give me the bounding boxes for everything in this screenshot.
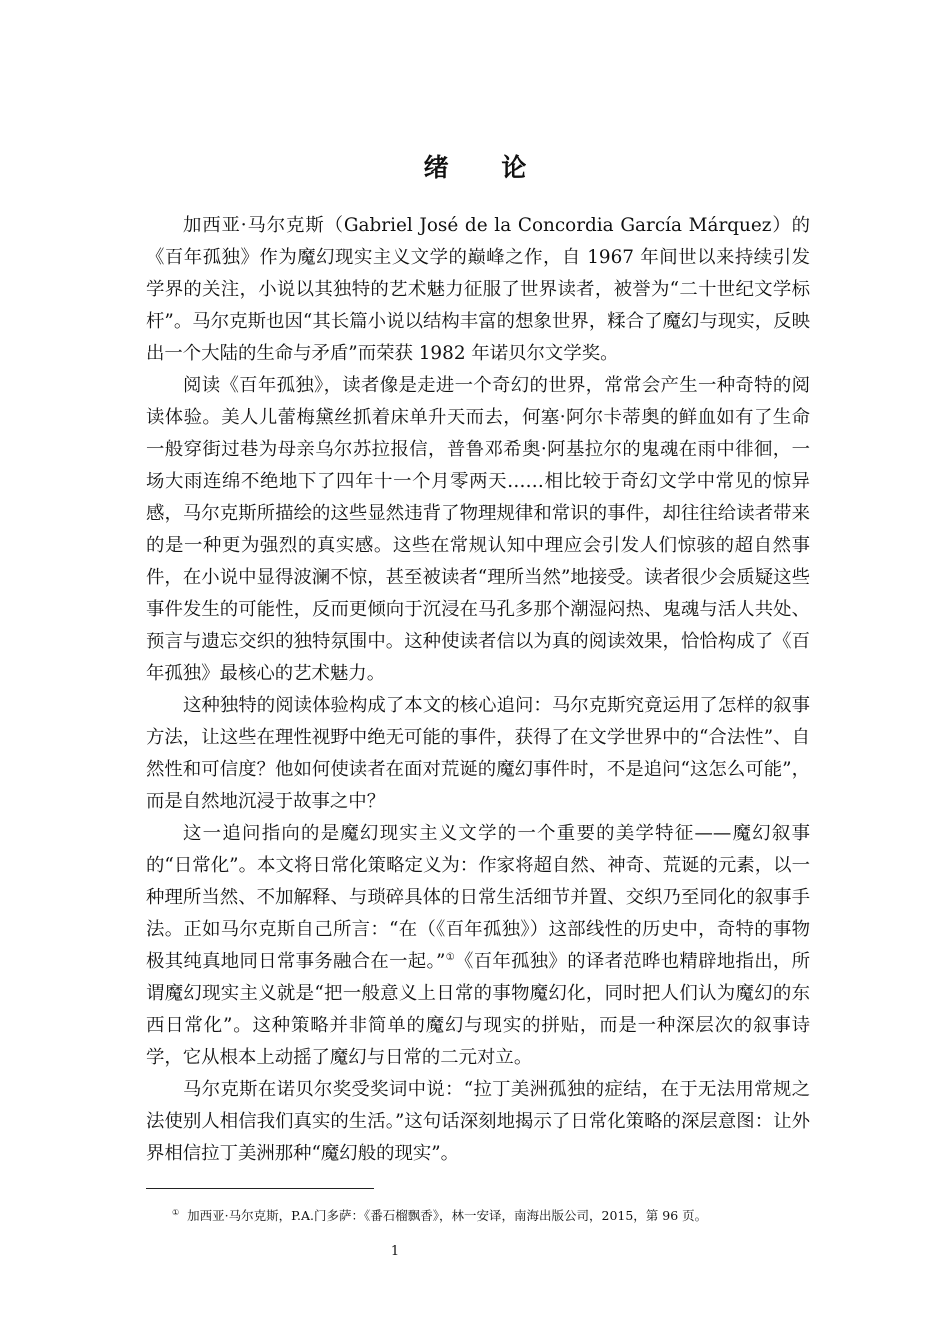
paragraph-4-part-2: 《百年孤独》的译者范晔也精辟地指出，所谓魔幻现实主义就是“把一般意义上日常的事物魔幻化，同时把人们认为魔幻的东西日常化”。这种策略并非简单的魔幻与现实的拼贴，而是一种深层次的叙事诗学，它从根本上动摇了魔幻与日常的二元对立。 [146,951,810,1068]
paragraph-1: 加西亚·马尔克斯（Gabriel José de la Concordia García Márquez）的《百年孤独》作为魔幻现实主义文学的巅峰之作，自 1967 年间世以来持续引发学界的关注，小说以其独特的艺术魅力征服了世界读者，被誉为“二十世纪文学标杆”。马尔克斯也因“其长篇小说以结构丰富的想象世界，糅合了魔幻与现实，反映出一个大陆的生命与矛盾”而荣获 1982 年诺贝尔文学奖。 [146,215,810,364]
paragraph-4-part-1: 这一追问指向的是魔幻现实主义文学的一个重要的美学特征——魔幻叙事的“日常化”。本文将日常化策略定义为：作家将超自然、神奇、荒诞的元素，以一种理所当然、不加解释、与琐碎具体的日常生活细节并置、交织乃至同化的叙事手法。正如马尔克斯自己所言：“在（《百年孤独》）这部线性的历史中，奇特的事物极其纯真地同日常事务融合在一起。” [146,823,810,972]
chapter-title: 绪 论 [423,153,549,182]
footnote-divider [146,1188,374,1189]
page-number: 1 [390,1244,400,1259]
paragraph-4 [146,818,810,1074]
footnote-reference[interactable]: ① [445,951,455,963]
paragraph-5: 马尔克斯在诺贝尔奖受奖词中说：“拉丁美洲孤独的症结，在于无法用常规之法使别人相信我们真实的生活。”这句话深刻地揭示了日常化策略的深层意图：让外界相信拉丁美洲那种“魔幻般的现实”。 [146,1079,810,1164]
footnote [172,1207,812,1225]
paragraph-3: 这种独特的阅读体验构成了本文的核心追问：马尔克斯究竟运用了怎样的叙事方法，让这些在理性视野中绝无可能的事件，获得了在文学世界中的“合法性”、自然性和可信度？他如何使读者在面对荒诞的魔幻事件时，不是追问“这怎么可能”，而是自然地沉浸于故事之中？ [146,695,810,812]
footnote-mark: ① [172,1207,180,1217]
paragraph-2: 阅读《百年孤独》，读者像是走进一个奇幻的世界，常常会产生一种奇特的阅读体验。美人儿蕾梅黛丝抓着床单升天而去，何塞·阿尔卡蒂奥的鲜血如有了生命一般穿街过巷为母亲乌尔苏拉报信，普鲁邓希奥·阿基拉尔的鬼魂在雨中徘徊，一场大雨连绵不绝地下了四年十一个月零两天……相比较于奇幻文学中常见的惊异感，马尔克斯所描绘的这些显然违背了物理规律和常识的事件，却往往给读者带来的是一种更为强烈的真实感。这些在常规认知中理应会引发人们惊骇的超自然事件，在小说中显得波澜不惊，甚至被读者“理所当然”地接受。读者很少会质疑这些事件发生的可能性，反而更倾向于沉浸在马孔多那个潮湿闷热、鬼魂与活人共处、预言与遗忘交织的独特氛围中。这种使读者信以为真的阅读效果，恰恰构成了《百年孤独》最核心的艺术魅力。 [146,375,810,684]
footnote-text: 加西亚·马尔克斯，P.A.门多萨：《番石榴飘香》，林一安译，南海出版公司，2015，第 96 页。 [187,1208,708,1223]
body-text [146,210,810,1170]
